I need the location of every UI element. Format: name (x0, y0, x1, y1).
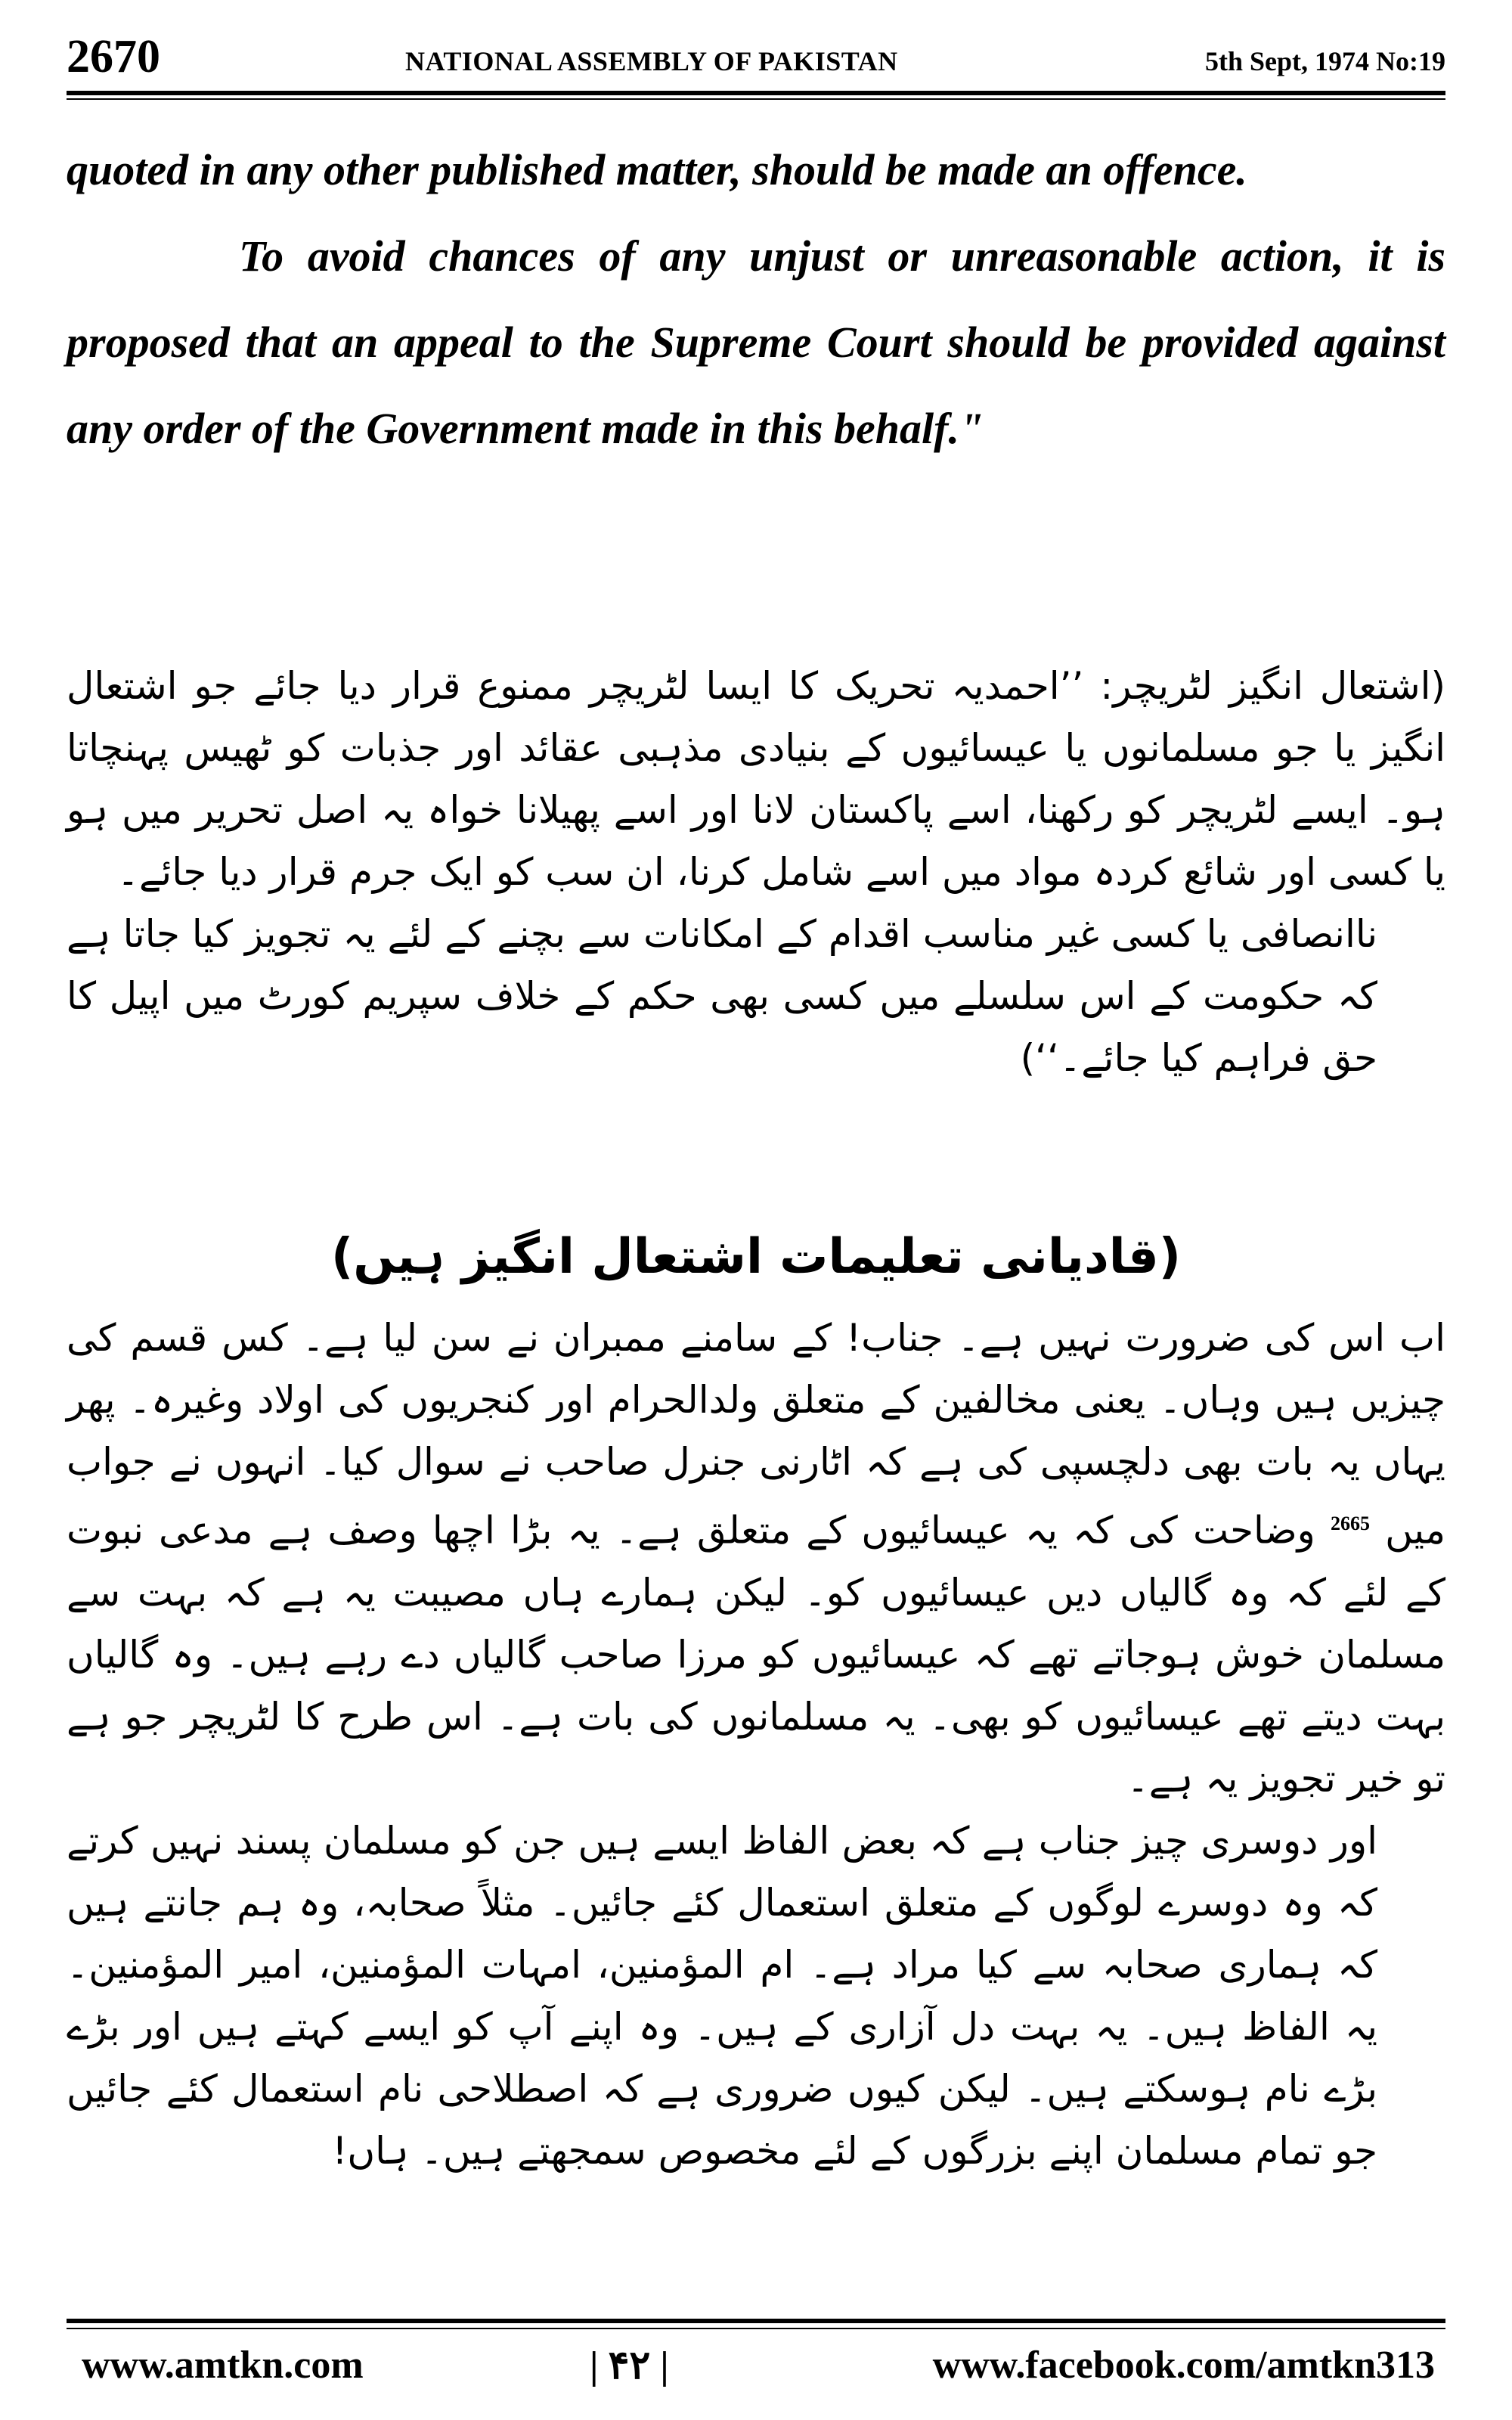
header-title: NATIONAL ASSEMBLY OF PAKISTAN (405, 46, 898, 76)
english-quote (67, 127, 1445, 472)
urdu-body (67, 1307, 1445, 2182)
page-number: 2670 (67, 31, 160, 82)
footer-rule (67, 2319, 1445, 2323)
page-header (67, 30, 1445, 91)
urdu-paragraph-2: ناانصافی یا کسی غیر مناسب اقدام کے امکانات سے بچنے کے لئے یہ تجویز کیا جاتا ہے کہ حکومت کے اس سلسلے میں کسی بھی حکم کے خلاف سپریم کورٹ میں اپیل کا حق فراہم کیا جائے۔‘‘) (67, 912, 1377, 1080)
website-link[interactable]: www.amtkn.com (82, 2344, 364, 2387)
section-heading: (قادیانی تعلیمات اشتعال انگیز ہیں) (331, 1229, 1181, 1285)
facebook-link[interactable]: www.facebook.com/amtkn313 (932, 2344, 1435, 2387)
urdu-paragraph-3-part-b: وضاحت کی کہ یہ عیسائیوں کے متعلق ہے۔ یہ بڑا اچھا وصف ہے مدعی نبوت کے لئے کہ وہ گالیاں دیں عیسائیوں کو۔ لیکن ہمارے ہاں مصیبت یہ ہے کہ بہت سے مسلمان خوش ہوجاتے تھے کہ عیسائیوں کو مرزا صاحب گالیاں دے رہے ہیں۔ وہ گالیاں بہت دیتے تھے عیسائیوں کو بھی۔ یہ مسلمانوں کی بات ہے۔ اس طرح کا لٹریچر جو ہے تو خیر تجویز یہ ہے۔ (67, 1508, 1445, 1801)
footer-page-marker: | ۴۲ | (590, 2344, 669, 2387)
header-rule (67, 91, 1445, 95)
urdu-paragraph-4: اور دوسری چیز جناب ہے کہ بعض الفاظ ایسے ہیں جن کو مسلمان پسند نہیں کرتے کہ وہ دوسرے لوگوں کے متعلق استعمال کئے جائیں۔ مثلاً صحابہ، وہ ہم جانتے ہیں کہ ہماری صحابہ سے کیا مراد ہے۔ ام المؤمنین، امہات المؤمنین، امیر المؤمنین۔ یہ الفاظ ہیں۔ یہ بہت دل آزاری کے ہیں۔ وہ اپنے آپ کو ایسے کہتے ہیں اور بڑے بڑے نام ہوسکتے ہیں۔ لیکن کیوں ضروری ہے کہ اصطلاحی نام استعمال کئے جائیں جو تمام مسلمان اپنے بزرگوں کے لئے مخصوص سمجھتے ہیں۔ ہاں! (67, 1818, 1377, 2173)
english-paragraph-1: quoted in any other published matter, should be made an offence. (67, 145, 1247, 194)
reference-number: 2665 (1330, 1512, 1370, 1534)
header-rule-thin (67, 98, 1445, 100)
urdu-paragraph-3-part-a: اب اس کی ضرورت نہیں ہے۔ جناب! کے سامنے ممبران نے سن لیا ہے۔ کس قسم کی چیزیں ہیں وہاں۔ یعنی مخالفین کے متعلق ولدالحرام اور کنجریوں کی اولاد وغیرہ۔ پھر یہاں یہ بات بھی دلچسپی کی ہے کہ اٹارنی جنرل صاحب نے سوال کیا۔ انہوں نے جواب میں (67, 1316, 1445, 1553)
urdu-paragraph-1: (اشتعال انگیز لٹریچر: ’’احمدیہ تحریک کا ایسا لٹریچر ممنوع قرار دیا جائے جو اشتعال انگیز یا جو مسلمانوں یا عیسائیوں کے بنیادی مذہبی عقائد اور جذبات کو ٹھیس پہنچاتا ہو۔ ایسے لٹریچر کو رکھنا، اسے پاکستان لانا اور اسے پھیلانا خواہ یہ اصل تحریر میں ہو یا کسی اور شائع کردہ مواد میں اسے شامل کرنا، ان سب کو ایک جرم قرار دیا جائے۔ (67, 664, 1445, 894)
footer-rule-thin (67, 2328, 1445, 2329)
page-footer (67, 2343, 1445, 2403)
urdu-translation (67, 655, 1445, 1089)
english-paragraph-2: To avoid chances of any unjust or unreasonable action, it is proposed that an appeal to the Supreme Court should be provided against any order of the Government made in this behalf." (67, 231, 1445, 453)
urdu-paragraph-3 (67, 1307, 1445, 1810)
header-date: 5th Sept, 1974 No:19 (1204, 46, 1445, 76)
